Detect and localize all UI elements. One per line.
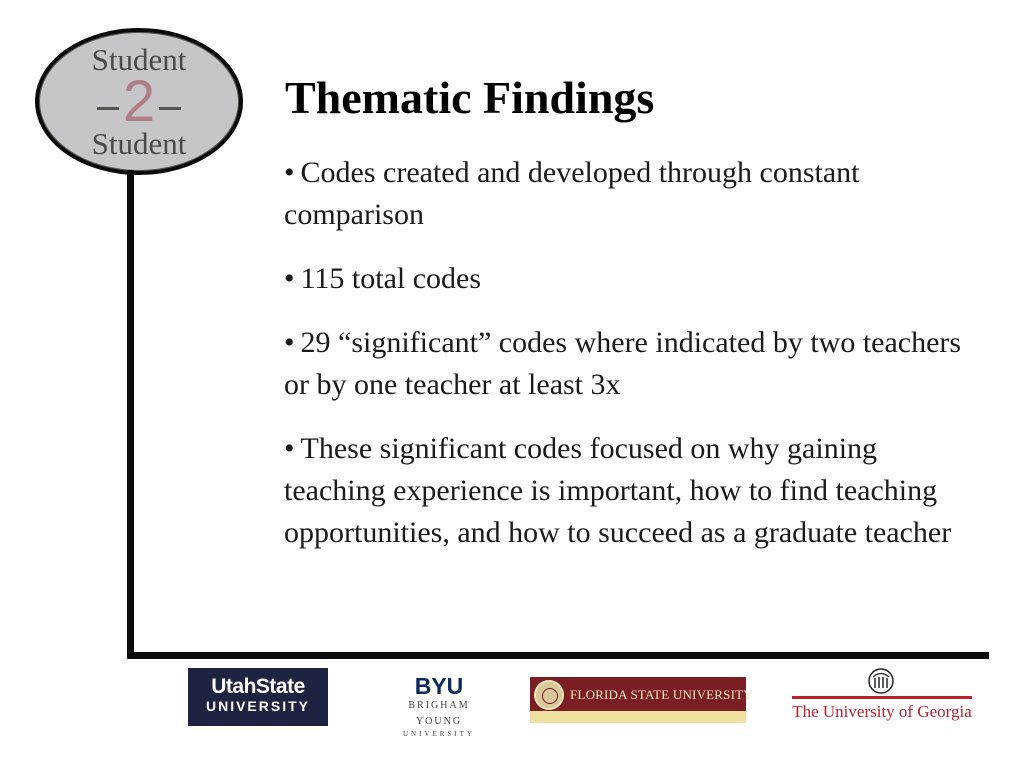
logo-numeral: 2: [122, 69, 156, 134]
slide-title: Thematic Findings: [285, 72, 655, 123]
georgia-logo: [792, 668, 972, 726]
bullet-text: 115 total codes: [300, 262, 482, 295]
fsu-logo-text: FLORIDA STATE UNIVERSITY: [570, 687, 753, 702]
bullet-item: [284, 152, 984, 236]
frame-horizontal-line: [127, 652, 989, 659]
byu-logo: [385, 673, 493, 738]
bullet-marker: •: [284, 156, 295, 189]
logo-bottom-text: Student: [91, 126, 187, 161]
frame-vertical-line: [127, 170, 134, 659]
uga-red-rule: [792, 696, 972, 699]
fsu-seal-icon: [534, 680, 564, 710]
utah-state-logo: [188, 668, 328, 726]
bullet-marker: •: [284, 262, 295, 295]
bullet-text: Codes created and developed through constant comparison: [284, 156, 860, 231]
uga-logo-text: The University of Georgia: [792, 702, 972, 721]
byu-logo-line1: BYU: [414, 673, 464, 699]
byu-logo-line3: UNIVERSITY: [403, 730, 475, 738]
usu-logo-line1: UtahState: [211, 675, 305, 698]
bullet-text: These significant codes focused on why gaining teaching experience is important, how to find teaching opportunities, and how to succeed as a graduate teacher: [284, 432, 952, 549]
bullet-item: [284, 322, 984, 406]
bullet-text: 29 “significant” codes where indicated by two teachers or by one teacher at least 3x: [284, 326, 962, 401]
bullet-item: [284, 258, 984, 300]
bullet-list: [284, 152, 984, 576]
uga-arch-icon: [865, 668, 897, 694]
bullet-item: [284, 428, 984, 554]
logo-right-dash: [159, 107, 181, 110]
logo-top-text: Student: [91, 42, 187, 77]
byu-logo-line2: BRIGHAM YOUNG: [408, 700, 470, 727]
bullet-marker: •: [284, 326, 295, 359]
student2student-logo: [35, 28, 243, 175]
usu-logo-line2: UNIVERSITY: [205, 698, 310, 714]
florida-state-logo: [530, 677, 753, 723]
bullet-marker: •: [284, 432, 295, 465]
